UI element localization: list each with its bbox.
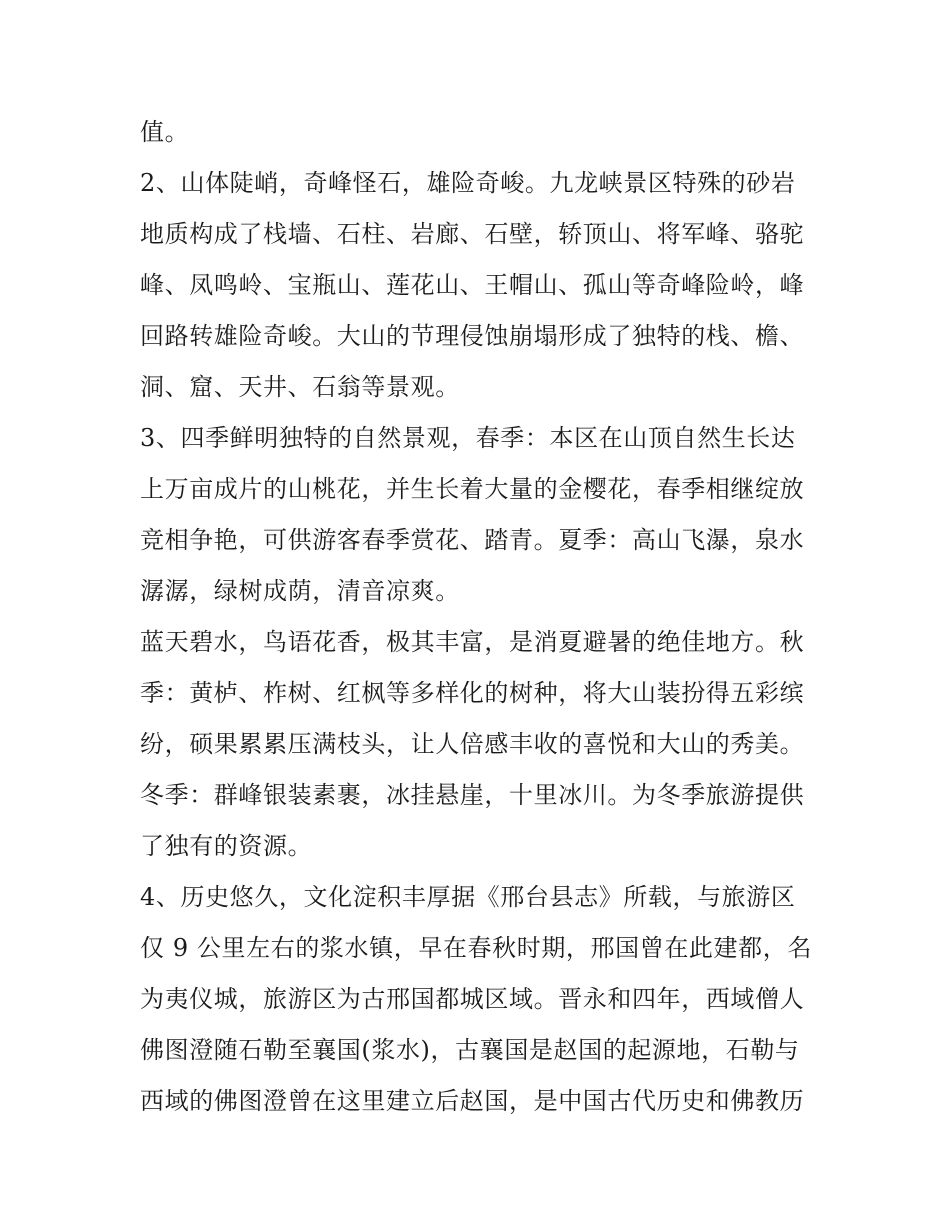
text-line: 地质构成了栈墙、石柱、岩廊、石壁，轿顶山、将军峰、骆驼 (140, 220, 805, 248)
text-line: 竞相争艳，可供游客春季赏花、踏青。夏季：高山飞瀑，泉水 (140, 526, 805, 554)
text-line: 洞、窟、天井、石翁等景观。 (140, 373, 460, 401)
text-line: 了独有的资源。 (140, 832, 313, 860)
text-line: 西域的佛图澄曾在这里建立后赵国，是中国古代历史和佛教历 (140, 1087, 805, 1115)
text-line: 值。 (140, 118, 190, 146)
text-line: 潺潺，绿树成荫，清音凉爽。 (140, 577, 460, 605)
text-line: 3、四季鲜明独特的自然景观，春季：本区在山顶自然生长达 (140, 424, 796, 452)
text-line: 2、山体陡峭，奇峰怪石，雄险奇峻。九龙峡景区特殊的砂岩 (140, 169, 796, 197)
text-line: 仅 9 公里左右的浆水镇，早在春秋时期，邢国曾在此建都，名 (140, 934, 812, 962)
text-line: 季：黄栌、柞树、红枫等多样化的树种，将大山装扮得五彩缤 (140, 679, 805, 707)
text-line: 纷，硕果累累压满枝头，让人倍感丰收的喜悦和大山的秀美。 (140, 730, 805, 758)
text-line: 4、历史悠久，文化淀积丰厚据《邢台县志》所载，与旅游区 (140, 883, 796, 911)
text-line: 为夷仪城，旅游区为古邢国都城区域。晋永和四年，西域僧人 (140, 985, 805, 1013)
text-line: 峰、凤鸣岭、宝瓶山、莲花山、王帽山、孤山等奇峰险岭，峰 (140, 271, 805, 299)
text-line: 佛图澄随石勒至襄国(浆水)，古襄国是赵国的起源地，石勒与 (140, 1036, 800, 1064)
text-line: 蓝天碧水，鸟语花香，极其丰富，是消夏避暑的绝佳地方。秋 (140, 628, 805, 656)
text-line: 回路转雄险奇峻。大山的节理侵蚀崩塌形成了独特的栈、檐、 (140, 322, 805, 350)
text-line: 上万亩成片的山桃花，并生长着大量的金樱花，春季相继绽放 (140, 475, 805, 503)
document-body (140, 107, 820, 1127)
text-line: 冬季：群峰银装素裹，冰挂悬崖，十里冰川。为冬季旅游提供 (140, 781, 805, 809)
